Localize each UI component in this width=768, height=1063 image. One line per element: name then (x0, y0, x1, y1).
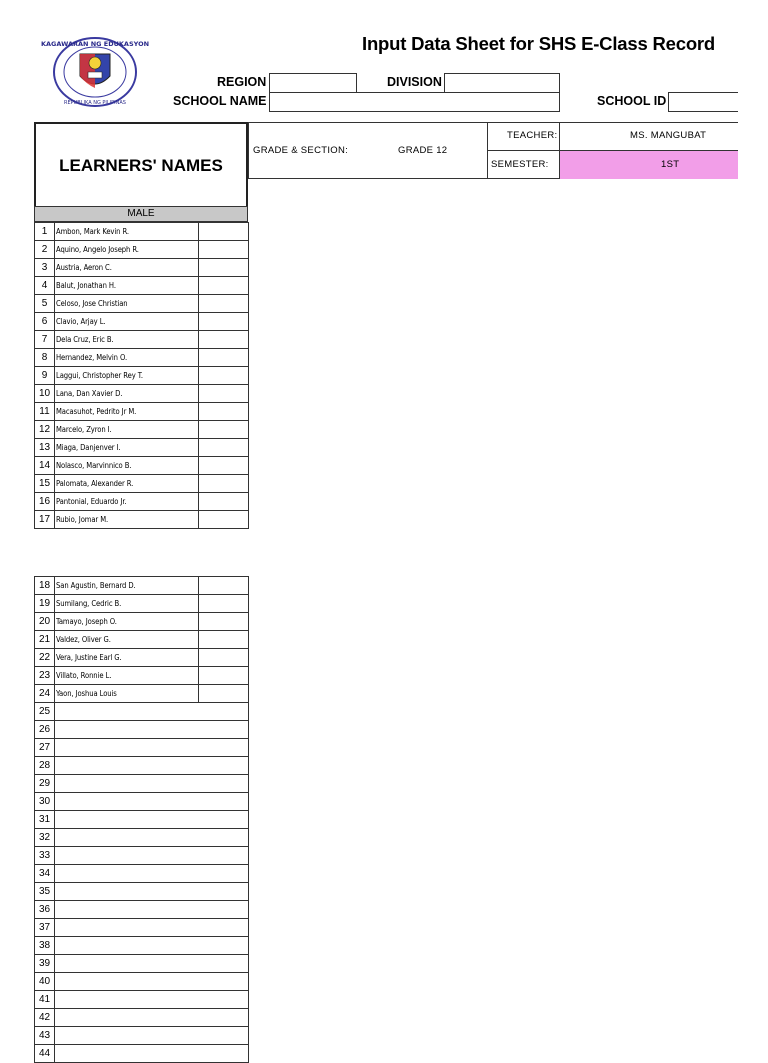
division-label: DIVISION (387, 75, 442, 89)
learner-name-cell[interactable] (55, 973, 249, 991)
learner-name-cell[interactable] (55, 991, 249, 1009)
table-row (35, 685, 249, 703)
table-row (35, 721, 249, 739)
row-number: 4 (35, 277, 55, 295)
learner-name-cell[interactable]: Clavio, Arjay L. (55, 313, 199, 331)
table-row (35, 811, 249, 829)
learner-name-cell[interactable]: Rubio, Jomar M. (55, 511, 199, 529)
region-label: REGION (217, 75, 267, 89)
learner-extra-cell[interactable] (199, 493, 249, 511)
learner-name-cell[interactable] (55, 829, 249, 847)
row-number: 1 (35, 223, 55, 241)
row-number: 26 (35, 721, 55, 739)
row-number: 18 (35, 577, 55, 595)
row-number: 35 (35, 883, 55, 901)
learner-name-cell[interactable]: Villato, Ronnie L. (55, 667, 199, 685)
row-number: 6 (35, 313, 55, 331)
teacher-value[interactable]: MS. MANGUBAT (630, 130, 707, 141)
row-number: 14 (35, 457, 55, 475)
row-number: 41 (35, 991, 55, 1009)
row-number: 37 (35, 919, 55, 937)
learner-name-cell[interactable] (55, 739, 249, 757)
table-row (35, 493, 249, 511)
row-number: 31 (35, 811, 55, 829)
learner-name-cell[interactable]: Laggui, Christopher Rey T. (55, 367, 199, 385)
table-row (35, 511, 249, 529)
learner-name-cell[interactable] (55, 919, 249, 937)
row-number: 10 (35, 385, 55, 403)
row-number: 28 (35, 757, 55, 775)
learner-name-cell[interactable]: Yaon, Joshua Louis (55, 685, 199, 703)
learner-name-cell[interactable] (55, 703, 249, 721)
school-id-field[interactable] (668, 92, 738, 112)
row-number: 42 (35, 1009, 55, 1027)
table-row (35, 313, 249, 331)
table-row (35, 847, 249, 865)
row-number: 43 (35, 1027, 55, 1045)
learner-name-cell[interactable] (55, 721, 249, 739)
row-number: 8 (35, 349, 55, 367)
table-row (35, 883, 249, 901)
table-row (35, 631, 249, 649)
row-number: 44 (35, 1045, 55, 1063)
table-row (35, 793, 249, 811)
header-col-divider-1 (248, 122, 249, 179)
table-row (35, 595, 249, 613)
table-row (35, 613, 249, 631)
table-row (35, 223, 249, 241)
row-number: 12 (35, 421, 55, 439)
row-number: 2 (35, 241, 55, 259)
male-roster-table-part2 (34, 576, 249, 1063)
table-row (35, 739, 249, 757)
teacher-label: TEACHER: (507, 130, 558, 141)
row-number: 7 (35, 331, 55, 349)
learner-name-cell[interactable] (55, 793, 249, 811)
table-row (35, 703, 249, 721)
row-number: 13 (35, 439, 55, 457)
table-row (35, 757, 249, 775)
row-number: 24 (35, 685, 55, 703)
learner-name-cell[interactable]: Nolasco, Marvinnico B. (55, 457, 199, 475)
learner-extra-cell[interactable] (199, 439, 249, 457)
table-row (35, 259, 249, 277)
table-row (35, 937, 249, 955)
learner-name-cell[interactable]: Miaga, Danjenver I. (55, 439, 199, 457)
learner-extra-cell[interactable] (199, 631, 249, 649)
row-number: 36 (35, 901, 55, 919)
table-row (35, 1045, 249, 1063)
row-number: 38 (35, 937, 55, 955)
semester-label: SEMESTER: (491, 159, 549, 170)
table-row (35, 295, 249, 313)
learner-extra-cell[interactable] (199, 277, 249, 295)
learner-extra-cell[interactable] (199, 475, 249, 493)
learner-name-cell[interactable]: Vera, Justine Earl G. (55, 649, 199, 667)
school-name-label: SCHOOL NAME (173, 94, 267, 108)
learner-extra-cell[interactable] (199, 385, 249, 403)
semester-value[interactable]: 1ST (661, 159, 680, 170)
table-row (35, 475, 249, 493)
learner-extra-cell[interactable] (199, 295, 249, 313)
learner-extra-cell[interactable] (199, 241, 249, 259)
row-number: 15 (35, 475, 55, 493)
deped-seal-icon (40, 36, 150, 108)
table-row (35, 367, 249, 385)
row-number: 23 (35, 667, 55, 685)
learner-extra-cell[interactable] (199, 223, 249, 241)
table-row (35, 955, 249, 973)
page-title: Input Data Sheet for SHS E-Class Record (362, 33, 716, 54)
learner-name-cell[interactable] (55, 865, 249, 883)
row-number: 27 (35, 739, 55, 757)
learner-name-cell[interactable] (55, 955, 249, 973)
row-number: 20 (35, 613, 55, 631)
learner-name-cell[interactable] (55, 775, 249, 793)
learner-name-cell[interactable]: Pantonial, Eduardo Jr. (55, 493, 199, 511)
learner-name-cell[interactable]: Lana, Dan Xavier D. (55, 385, 199, 403)
learner-extra-cell[interactable] (199, 595, 249, 613)
learner-extra-cell[interactable] (199, 685, 249, 703)
learner-name-cell[interactable]: Marcelo, Zyron I. (55, 421, 199, 439)
table-row (35, 991, 249, 1009)
row-number: 29 (35, 775, 55, 793)
row-number: 22 (35, 649, 55, 667)
row-number: 5 (35, 295, 55, 313)
learner-name-cell[interactable]: Palomata, Alexander R. (55, 475, 199, 493)
grade-section-label: GRADE & SECTION: (253, 145, 349, 156)
learner-extra-cell[interactable] (199, 577, 249, 595)
learners-names-heading: LEARNERS' NAMES (34, 122, 248, 208)
row-number: 33 (35, 847, 55, 865)
learner-name-cell[interactable]: Balut, Jonathan H. (55, 277, 199, 295)
learner-name-cell[interactable]: Dela Cruz, Eric B. (55, 331, 199, 349)
learner-extra-cell[interactable] (199, 367, 249, 385)
learner-extra-cell[interactable] (199, 259, 249, 277)
row-number: 19 (35, 595, 55, 613)
learner-extra-cell[interactable] (199, 313, 249, 331)
learner-name-cell[interactable] (55, 1009, 249, 1027)
table-row (35, 403, 249, 421)
table-row (35, 421, 249, 439)
row-number: 25 (35, 703, 55, 721)
learner-extra-cell[interactable] (199, 613, 249, 631)
grade-section-value[interactable]: GRADE 12 (398, 145, 448, 156)
table-row (35, 1009, 249, 1027)
learner-name-cell[interactable]: Ambon, Mark Kevin R. (55, 223, 199, 241)
row-number: 32 (35, 829, 55, 847)
table-row (35, 829, 249, 847)
table-row (35, 865, 249, 883)
row-number: 30 (35, 793, 55, 811)
semester-highlight (560, 151, 738, 179)
row-number: 34 (35, 865, 55, 883)
learner-name-cell[interactable] (55, 1045, 249, 1063)
table-row (35, 439, 249, 457)
row-number: 17 (35, 511, 55, 529)
learner-extra-cell[interactable] (199, 331, 249, 349)
table-row (35, 385, 249, 403)
row-number: 40 (35, 973, 55, 991)
learner-extra-cell[interactable] (199, 457, 249, 475)
table-row (35, 649, 249, 667)
learner-name-cell[interactable] (55, 883, 249, 901)
svg-text:KAGAWARAN NG EDUKASYON: KAGAWARAN NG EDUKASYON (40, 40, 150, 48)
learner-name-cell[interactable] (55, 847, 249, 865)
learner-name-cell[interactable]: Aquino, Angelo Joseph R. (55, 241, 199, 259)
table-row (35, 577, 249, 595)
table-row (35, 973, 249, 991)
male-section-header: MALE (34, 206, 248, 222)
learner-name-cell[interactable]: Austria, Aeron C. (55, 259, 199, 277)
learner-name-cell[interactable]: Valdez, Oliver G. (55, 631, 199, 649)
learner-name-cell[interactable] (55, 811, 249, 829)
learner-name-cell[interactable] (55, 901, 249, 919)
learner-name-cell[interactable] (55, 937, 249, 955)
table-row (35, 331, 249, 349)
table-row (35, 775, 249, 793)
learner-name-cell[interactable] (55, 1027, 249, 1045)
header-col-divider-2 (487, 122, 488, 179)
table-row (35, 667, 249, 685)
row-number: 11 (35, 403, 55, 421)
male-roster-table-part1 (34, 222, 249, 529)
row-number: 3 (35, 259, 55, 277)
learner-name-cell[interactable]: San Agustin, Bernard D. (55, 577, 199, 595)
table-row (35, 277, 249, 295)
learner-name-cell[interactable] (55, 757, 249, 775)
school-id-label: SCHOOL ID (597, 94, 667, 108)
row-number: 21 (35, 631, 55, 649)
region-field[interactable] (269, 73, 357, 93)
learner-extra-cell[interactable] (199, 349, 249, 367)
svg-text:REPUBLIKA NG PILIPINAS: REPUBLIKA NG PILIPINAS (64, 100, 126, 106)
learner-extra-cell[interactable] (199, 421, 249, 439)
row-number: 16 (35, 493, 55, 511)
table-row (35, 457, 249, 475)
table-row (35, 241, 249, 259)
table-row (35, 1027, 249, 1045)
learner-name-cell[interactable]: Macasuhot, Pedrito Jr M. (55, 403, 199, 421)
learner-extra-cell[interactable] (199, 511, 249, 529)
learner-extra-cell[interactable] (199, 403, 249, 421)
row-number: 9 (35, 367, 55, 385)
learner-name-cell[interactable]: Celoso, Jose Christian (55, 295, 199, 313)
row-number: 39 (35, 955, 55, 973)
learner-name-cell[interactable]: Sumilang, Cedric B. (55, 595, 199, 613)
school-name-field[interactable] (269, 92, 560, 112)
learner-extra-cell[interactable] (199, 649, 249, 667)
table-row (35, 349, 249, 367)
learner-name-cell[interactable]: Hernandez, Melvin O. (55, 349, 199, 367)
table-row (35, 901, 249, 919)
division-field[interactable] (444, 73, 560, 93)
learner-extra-cell[interactable] (199, 667, 249, 685)
table-row (35, 919, 249, 937)
learner-name-cell[interactable]: Tamayo, Joseph O. (55, 613, 199, 631)
